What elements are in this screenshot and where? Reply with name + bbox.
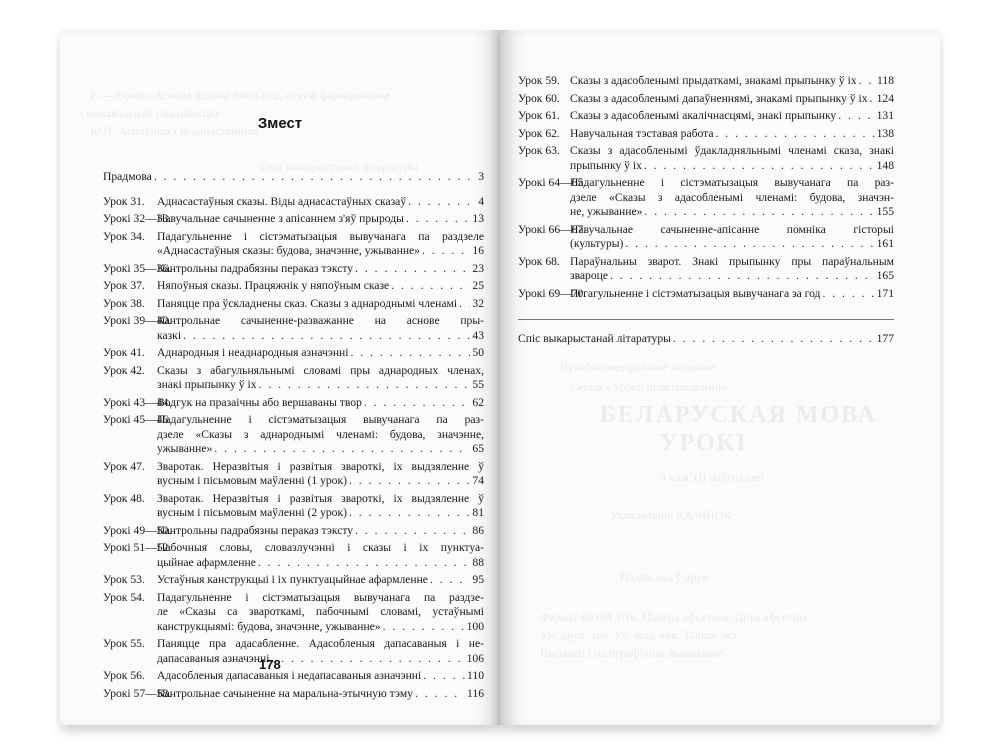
entry-title: вусным і пісьмовым маўленні (1 урок) (157, 474, 347, 487)
lesson-number: Урокі 45—46. (103, 413, 172, 426)
lesson-number: Урокі 35—36. (103, 261, 172, 275)
entry-title: дапасаваныя азначэнні (157, 651, 270, 665)
dot-leader (610, 269, 875, 284)
lesson-number: Урок 48. (103, 491, 145, 505)
lesson-number: Урок 53. (103, 573, 145, 586)
entry-page-number: 88 (472, 555, 484, 569)
entry-page-number: 161 (876, 237, 894, 250)
lesson-number: Урок 61. (518, 109, 560, 122)
entry-title: Сказы з адасобленымі дапаўненнямі, знакамі прыпынку ў іх (570, 91, 868, 105)
dot-leader (355, 262, 470, 277)
toc-entry (103, 541, 484, 570)
toc-entry (103, 297, 484, 312)
entry-title: Навучальная тэставая работа (570, 126, 714, 140)
lesson-number: Урок 56. (103, 669, 145, 682)
entry-title: Паняцце пра ўскладнены сказ. Сказы з аднароднымі членамі (157, 296, 458, 310)
entry-page-number: 110 (467, 669, 484, 682)
entry-title-line: ле «Сказы са звароткамі, пабочнымі словамі, устаўнымі (157, 605, 484, 618)
lesson-number: Урок 37. (103, 279, 145, 292)
toc-entry (103, 170, 484, 185)
page-number: 178 (259, 657, 281, 672)
toc-entry (518, 92, 894, 107)
show-through-text: УРОКІ (660, 430, 748, 456)
toc-entry (103, 413, 484, 457)
lesson-number: Урокі 64—65. (518, 176, 587, 189)
entry-page-number: 86 (472, 523, 484, 537)
entry-title-line: дзеле «Сказы з адасобленымі членамі: будова, значэн- (570, 190, 894, 204)
dot-leader (838, 109, 874, 124)
lesson-number: Урокі 32—33. (103, 212, 172, 225)
entry-page-number: 50 (472, 346, 484, 359)
toc-entry (103, 364, 484, 393)
dot-leader (364, 396, 471, 411)
dot-leader (271, 652, 464, 667)
entry-page-number: 116 (467, 686, 484, 700)
entry-page-number: 16 (472, 244, 484, 257)
toc-entry (518, 223, 894, 252)
entry-page-number: 106 (466, 651, 484, 665)
entry-title: Устаўныя канструкцыі і іх пунктуацыйнае афармленне (157, 573, 428, 586)
dot-leader (870, 92, 875, 107)
entry-title: Аднасастаўныя сказы. Віды аднасастаўных сказаў (157, 194, 407, 208)
lesson-number: Урок 34. (103, 229, 145, 243)
entry-title: «Аднасастаўныя сказы: будова, значэнне, ужыванне» (157, 244, 420, 257)
entry-title-line: Сказы з адасобленымі ўдакладняльнымі членамі сказа, знакі (570, 144, 894, 157)
lesson-number: Урок 60. (518, 91, 560, 105)
entry-page-number: 25 (472, 279, 484, 292)
toc-entry (103, 212, 484, 227)
toc-entry (518, 109, 894, 124)
lesson-number: Урокі 51—52. (103, 541, 172, 554)
toc-entry (103, 591, 484, 635)
entry-page-number: 100 (466, 619, 484, 633)
entry-title: ужыванне» (157, 442, 213, 455)
entry-title-line: Кантрольнае сачыненне-разважанне на аснове пры- (157, 314, 484, 327)
entry-page-number: 65 (472, 442, 484, 455)
entry-title: Навучальнае сачыненне з апісаннем з'яў прыроды (157, 212, 404, 225)
toc-entry (103, 573, 484, 588)
dot-leader (459, 297, 470, 312)
entry-page-number: 155 (876, 205, 894, 218)
dot-leader (859, 74, 875, 89)
entry-title-line: дзеле «Сказы з аднароднымі членамі: будова, значэнне, (157, 427, 484, 441)
show-through-text: Р — тэрмін. Аснова адзінкі ёмістасці, сувязі фарміраванне (90, 88, 390, 102)
entry-title-line: Падагульненне і сістэматызацыя вывучанага па раздзеле (157, 229, 484, 243)
dot-leader (430, 573, 470, 588)
toc-entry (518, 287, 894, 302)
entry-title-line: Сказы з абагульняльнымі словамі пры аднародных членах, (157, 363, 484, 377)
toc-entry (103, 637, 484, 666)
entry-page-number: 32 (472, 296, 484, 310)
lesson-number: Урок 41. (103, 346, 145, 359)
dot-leader (415, 687, 465, 702)
entry-title: вусным і пісьмовым маўленні (2 урок) (157, 506, 347, 519)
dot-leader (258, 556, 471, 571)
entry-page-number: 23 (472, 261, 484, 275)
entry-title-line: Падагульненне і сістэматызацыя вывучанага па раз- (570, 176, 894, 189)
show-through-text: Падпісана ў друк (620, 570, 709, 584)
entry-title: Сказы з адасобленымі прыдаткамі, знакамі прыпынку ў іх (570, 74, 857, 87)
entry-title: не, ужыванне» (570, 205, 643, 218)
dot-leader (673, 332, 875, 347)
dot-leader (644, 205, 874, 220)
show-through-text: Укладальнік КАЗЯНОК (610, 508, 732, 522)
entry-page-number: 74 (472, 474, 484, 487)
show-through-text: БЕЛАРУСКАЯ МОВА (600, 402, 877, 428)
dot-leader (154, 170, 476, 185)
dot-leader (259, 378, 471, 393)
show-through-text: Спіс выкарыстанай літаратуры (260, 160, 419, 174)
lesson-number: Урок 47. (103, 459, 145, 473)
entry-title: прыпынку ў іх (570, 158, 642, 172)
entry-title: цыйнае афармленне (157, 555, 256, 569)
lesson-number: Урок 38. (103, 296, 145, 310)
entry-page-number: 4 (478, 194, 484, 208)
dot-leader (355, 524, 470, 539)
lesson-number: Урокі 43—44. (103, 395, 172, 409)
entry-page-number: 81 (472, 506, 484, 519)
entry-title-line: Падагульненне і сістэматызацыя вывучанага па раз- (157, 413, 484, 426)
dot-leader (350, 346, 470, 361)
toc-entry (518, 176, 894, 220)
dot-leader (716, 127, 875, 142)
entry-title-line: Параўнальны зварот. Знакі прыпынку пры параўнальным (570, 254, 894, 268)
entry-page-number: 165 (876, 269, 894, 282)
lesson-number: Урок 54. (103, 590, 145, 604)
show-through-text: Серыя «Урокі, практыкаванні» (570, 380, 728, 394)
show-through-text: Ум. друк. арк. Ул.-выд. арк. Тыраж экз. (540, 628, 740, 642)
entry-title-line: Зваротак. Неразвітыя і развітыя звароткі, іх выдзяленне ў (157, 491, 484, 505)
show-through-text: Вучэбна-метадычнае выданне (560, 360, 715, 374)
entry-title: Пггагульненне і сістэматызацыя вывучанага за год (570, 286, 821, 300)
lesson-number: Урок 63. (518, 144, 560, 157)
entry-title: Сказы з адасобленымі акалічнасцямі, знакі прыпынку (570, 109, 837, 122)
toc-entry (103, 524, 484, 539)
toc-entry (103, 687, 484, 702)
entry-title: знакі прыпынку ў іх (157, 378, 257, 391)
toc-entry (103, 262, 484, 277)
entry-title: Кантрольны падрабязны пераказ тэксту (157, 523, 354, 537)
show-through-text: і выхавальнай уласцівасцю (80, 106, 219, 120)
lesson-number: Урок 42. (103, 363, 145, 377)
toc-entry (103, 492, 484, 521)
entry-title: (культуры) (570, 237, 624, 250)
toc-entry (518, 127, 894, 142)
entry-title: Няпоўныя сказы. Працяжнік у няпоўным сказе (157, 279, 390, 292)
entry-page-number: 171 (876, 286, 894, 300)
toc-entry (518, 319, 894, 347)
entry-title: канструкцыямі: будова, значэнне, ужыванне» (157, 619, 381, 633)
toc-entry (103, 230, 484, 259)
entry-page-number: 131 (876, 109, 894, 122)
entry-page-number: 3 (478, 170, 484, 183)
entry-page-number: 55 (472, 378, 484, 391)
show-through-text: 9 клас (II паўгоддзе) (660, 470, 764, 484)
entry-title: Кантрольны падрабязны пераказ тэксту (157, 261, 354, 275)
toc-entry (518, 74, 894, 89)
show-through-text: КОТ. Асноўныя і неаднастайныя (90, 124, 258, 138)
dot-leader (183, 329, 470, 344)
entry-page-number: 124 (876, 91, 894, 105)
page-title: Змест (257, 115, 303, 132)
dot-leader (822, 287, 874, 302)
entry-title: казкі (157, 328, 182, 342)
entry-page-number: 95 (472, 573, 484, 586)
toc-entry (103, 669, 484, 684)
dot-leader (391, 279, 470, 294)
dot-leader (644, 159, 875, 174)
toc-entry (103, 460, 484, 489)
dot-leader (349, 474, 470, 489)
show-through-text: Выдавец і паліграфічнае выкананне (540, 646, 724, 660)
lesson-number: Урокі 66—67. (518, 222, 587, 236)
entry-title: Аднародныя і неаднародныя азначэнні (157, 346, 349, 359)
toc-entry (518, 255, 894, 284)
dot-leader (383, 620, 465, 635)
dot-leader (214, 442, 470, 457)
entry-page-number: 118 (877, 74, 894, 87)
lesson-number: Урок 59. (518, 74, 560, 87)
lesson-number: Урокі 39—40. (103, 314, 172, 327)
entry-title: Прадмова (103, 170, 152, 183)
dot-leader (349, 506, 470, 521)
entry-title: Адасобленыя дапасаваныя і недапасаваныя азначэнні (157, 669, 422, 682)
lesson-number: Урок 62. (518, 126, 560, 140)
lesson-number: Урокі 69—70. (518, 286, 587, 300)
toc-entry (103, 396, 484, 411)
toc-entry (103, 279, 484, 294)
entry-title: Кантрольнае сачыненне на маральна-этычную тэму (157, 686, 414, 700)
dot-leader (423, 669, 465, 684)
dot-leader (625, 237, 874, 252)
lesson-number: Урокі 49—50. (103, 523, 172, 537)
entry-page-number: 43 (472, 328, 484, 342)
lesson-number: Урок 68. (518, 254, 560, 268)
table-of-contents-left (103, 170, 484, 704)
toc-entry (518, 144, 894, 173)
entry-title-line: Навучальнае сачыненне-апісанне помніка гісторыі (570, 222, 894, 236)
entry-page-number: 148 (876, 158, 894, 172)
toc-entry (103, 195, 484, 210)
dot-leader (422, 244, 470, 259)
lesson-number: Урок 55. (103, 637, 145, 650)
toc-entry (103, 346, 484, 361)
entry-page-number: 177 (876, 332, 894, 345)
entry-title-line: Падагульненне і сістэматызацыя вывучанага па раздзе- (157, 590, 484, 604)
dot-leader (408, 195, 476, 210)
entry-title: звароце (570, 269, 608, 282)
show-through-text: Фармат 60×84 1/16. Папера афсетная. Друк афсетны. (540, 610, 811, 624)
entry-title-line: Паняцце пра адасабленне. Адасобленыя дапасаваныя і не- (157, 637, 484, 650)
table-of-contents-right (518, 74, 894, 350)
entry-page-number: 62 (472, 395, 484, 409)
entry-page-number: 13 (472, 212, 484, 225)
entry-page-number: 138 (876, 126, 894, 140)
lesson-number: Урок 31. (103, 194, 145, 208)
entry-title-line: Пабочныя словы, словазлучэнні і сказы і іх пунктуа- (157, 541, 484, 554)
toc-entry (103, 314, 484, 343)
entry-title: Спіс выкарыстанай літаратуры (518, 332, 671, 345)
lesson-number: Урокі 57—58. (103, 686, 172, 700)
dot-leader (406, 212, 471, 227)
entry-title: Водгук на празаічны або вершаваны твор (157, 395, 362, 409)
entry-title-line: Зваротак. Неразвітыя і развітыя звароткі, іх выдзяленне ў (157, 459, 484, 473)
